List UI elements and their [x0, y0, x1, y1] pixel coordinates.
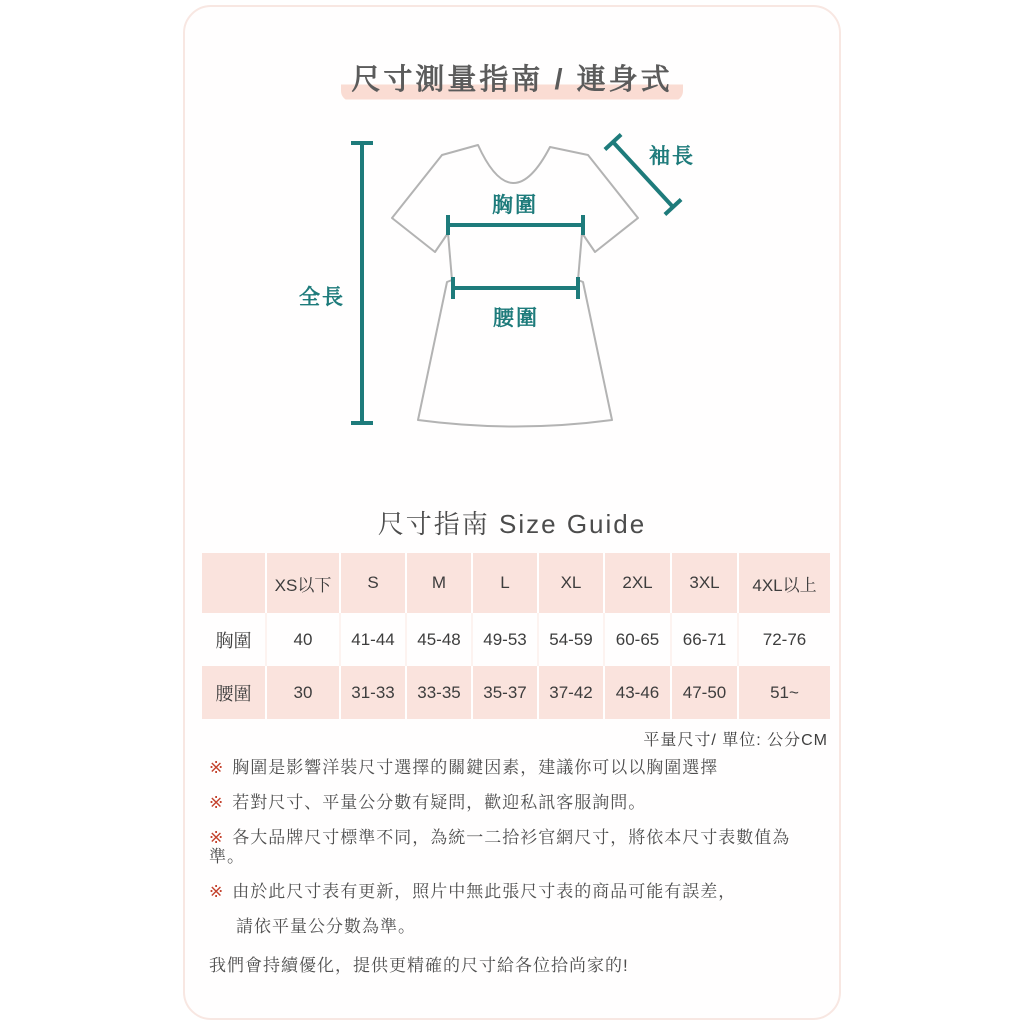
table-cell: 51~	[738, 666, 830, 719]
table-cell: 31-33	[340, 666, 406, 719]
table-cell: 30	[266, 666, 340, 719]
sleeve-length-label: 袖長	[649, 145, 695, 168]
note-text: 若對尺寸、平量公分數有疑問，歡迎私訊客服詢問。	[232, 793, 647, 812]
waist-line	[453, 277, 578, 299]
note-text: 胸圍是影響洋裝尺寸選擇的關鍵因素，建議你可以以胸圍選擇	[232, 758, 719, 777]
page-title-text: 尺寸測量指南 / 連身式	[341, 57, 682, 101]
column-header: 2XL	[604, 553, 671, 613]
footnotes	[209, 758, 819, 975]
unit-note: 平量尺寸/ 單位: 公分CM	[643, 732, 828, 749]
table-cell: 33-35	[406, 666, 472, 719]
table-cell: 49-53	[472, 613, 538, 666]
table-cell: 35-37	[472, 666, 538, 719]
full-length-line	[351, 143, 373, 423]
table-row	[202, 666, 830, 719]
note-text: 由於此尺寸表有更新，照片中無此張尺寸表的商品可能有誤差，	[232, 882, 737, 901]
reference-mark: ※	[209, 793, 225, 812]
chest-line	[448, 215, 583, 235]
full-length-label: 全長	[299, 286, 345, 309]
note-text: 各大品牌尺寸標準不同，為統一二拾衫官網尺寸，將依本尺寸表數值為準。	[209, 828, 791, 866]
table-cell: 60-65	[604, 613, 671, 666]
note-item	[209, 758, 819, 777]
column-header: XL	[538, 553, 604, 613]
column-header: 3XL	[671, 553, 738, 613]
table-cell: 66-71	[671, 613, 738, 666]
table-cell: 37-42	[538, 666, 604, 719]
note-item	[209, 828, 819, 866]
row-label: 腰圍	[202, 666, 266, 719]
note-item	[209, 793, 819, 812]
waist-label: 腰圍	[493, 307, 539, 330]
table-cell: 54-59	[538, 613, 604, 666]
note-item	[209, 882, 819, 901]
column-header: L	[472, 553, 538, 613]
dress-outline	[392, 145, 638, 427]
column-header: S	[340, 553, 406, 613]
table-header-row	[202, 553, 830, 613]
table-cell: 41-44	[340, 613, 406, 666]
column-header	[202, 553, 266, 613]
dress-measurement-diagram	[280, 120, 720, 450]
table-cell: 72-76	[738, 613, 830, 666]
column-header: XS以下	[266, 553, 340, 613]
table-row	[202, 613, 830, 666]
table-cell: 47-50	[671, 666, 738, 719]
table-cell: 43-46	[604, 666, 671, 719]
table-cell: 45-48	[406, 613, 472, 666]
closing-note: 我們會持續優化，提供更精確的尺寸給各位拾尚家的!	[209, 956, 629, 975]
column-header: M	[406, 553, 472, 613]
reference-mark: ※	[209, 758, 225, 777]
reference-mark: ※	[209, 828, 225, 847]
reference-mark: ※	[209, 882, 225, 901]
row-label: 胸圍	[202, 613, 266, 666]
note-continuation: 請依平量公分數為準。	[236, 917, 416, 936]
size-table	[202, 553, 830, 719]
chest-label: 胸圍	[492, 194, 538, 217]
size-guide-card	[183, 5, 841, 1020]
page-title	[185, 57, 839, 101]
table-cell: 40	[266, 613, 340, 666]
column-header: 4XL以上	[738, 553, 830, 613]
size-guide-title: 尺寸指南 Size Guide	[377, 509, 647, 539]
